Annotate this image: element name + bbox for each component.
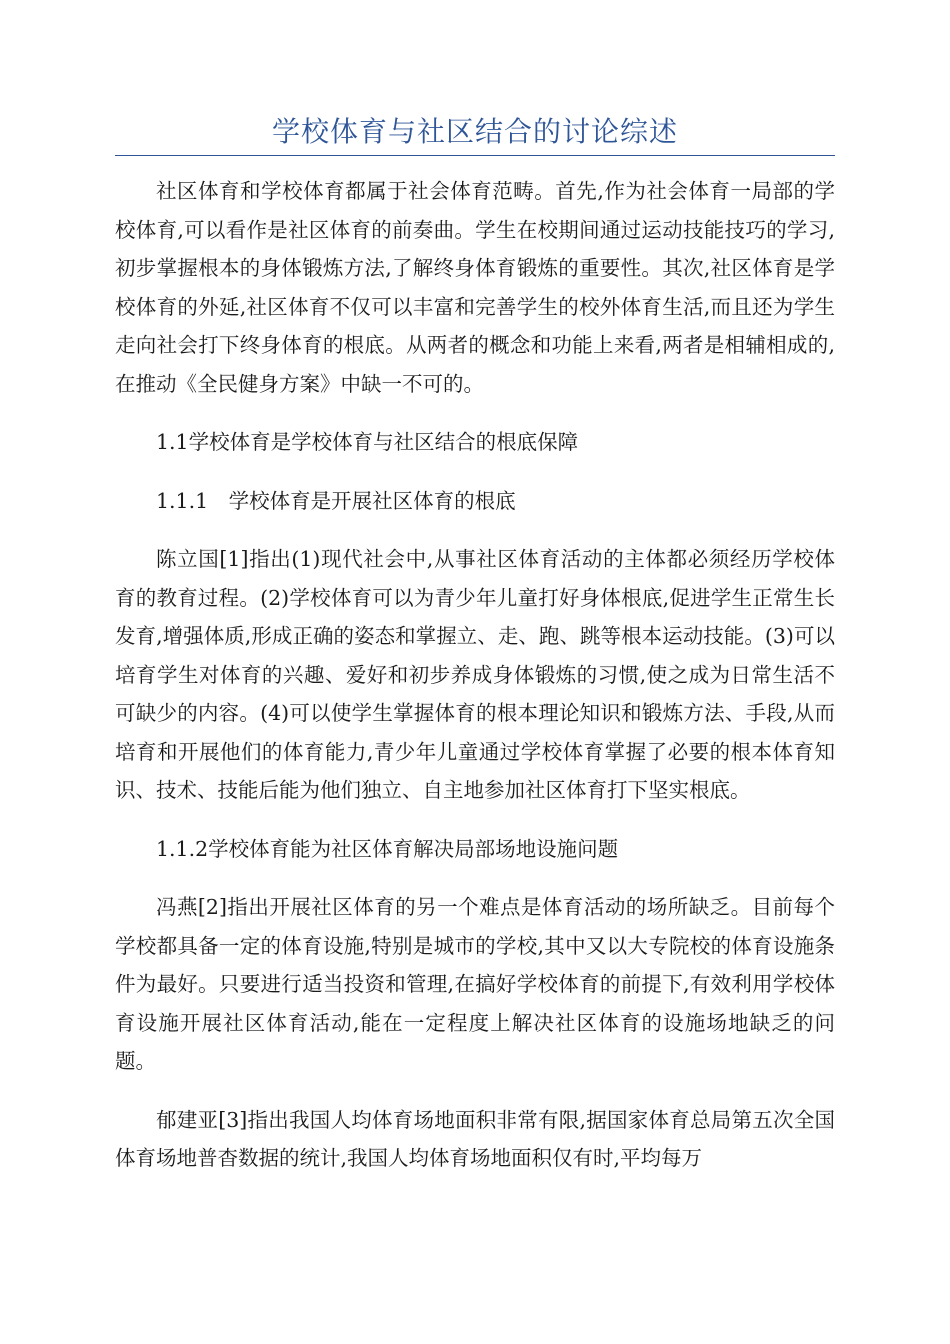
paragraph-yu-jianya: 郁建亚[3]指出我国人均体育场地面积非常有限,据国家体育总局第五次全国体育场地普杳数据的统计,我国人均体育场地面积仅有时,平均每万 bbox=[115, 1107, 835, 1170]
document-body bbox=[115, 172, 835, 1198]
document-title: 学校体育与社区结合的讨论综述 bbox=[271, 115, 678, 148]
paragraph-feng-yan: 冯燕[2]指出开展社区体育的另一个难点是体育活动的场所缺乏。目前每个学校都具备一定的体育设施,特别是城市的学校,其中又以大专院校的体育设施条件为最好。只要进行适当投资和管理,在搞好学校体育的前提下,有效利用学校体育设施开展社区体育活动,能在一定程度上解决社区体育的设施场地缺乏的问题。 bbox=[115, 895, 835, 1073]
section-heading-1-1-2: 1.1.2学校体育能为社区体育解决局部场地设施问题 bbox=[156, 836, 619, 861]
section-heading-1-1-1: 1.1.1 学校体育是开展社区体育的根底 bbox=[156, 488, 516, 513]
title-underline bbox=[115, 155, 835, 156]
section-heading-1-1: 1.1学校体育是学校体育与社区结合的根底保障 bbox=[156, 430, 579, 454]
paragraph-chen-liguo: 陈立国[1]指出(1)现代社会中,从事社区体育活动的主体都必须经历学校体育的教育过程。(2)学校体育可以为青少年儿童打好身体根底,促进学生正常生长发育,增强体质,形成正确的姿态和掌握立、走、跑、跳等根本运动技能。(3)可以培育学生对体育的兴趣、爱好和初步养成身体锻炼的习惯,使之成为日常生活不可缺少的内容。(4)可以使学生掌握体育的根本理论知识和锻炼方法、手段,从而培育和开展他们的体育能力,青少年儿童通过学校体育掌握了必要的根本体育知识、技术、技能后能为他们独立、自主地参加社区体育打下坚实根底。 bbox=[115, 547, 835, 802]
paragraph-intro: 社区体育和学校体育都属于社会体育范畴。首先,作为社会体育一局部的学校体育,可以看作是社区体育的前奏曲。学生在校期间通过运动技能技巧的学习,初步掌握根本的身体锻炼方法,了解终身体育锻炼的重要性。其次,社区体育是学校体育的外延,社区体育不仅可以丰富和完善学生的校外体育生活,而且还为学生走向社会打下终身体育的根底。从两者的概念和功能上来看,两者是相辅相成的,在推动《全民健身方案》中缺一不可的。 bbox=[115, 179, 835, 396]
